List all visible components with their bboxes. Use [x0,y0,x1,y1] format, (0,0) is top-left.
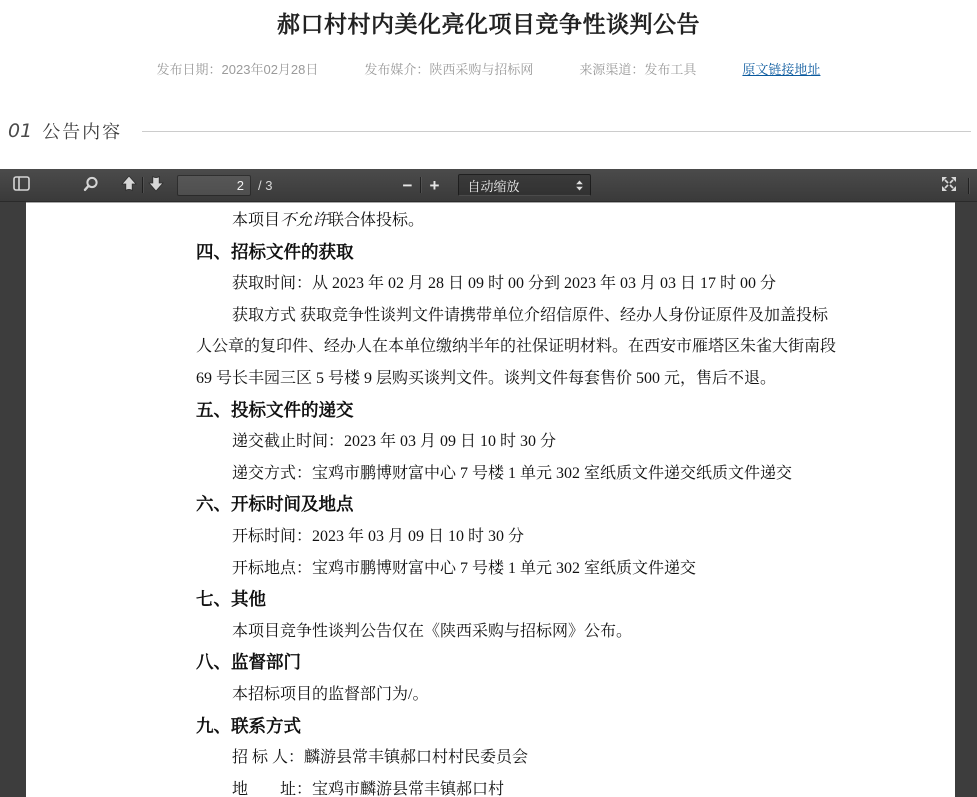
publish-date: 发布日期：2023年02月28日 [156,62,319,77]
zoom-out-button[interactable] [394,173,420,198]
doc-text-line: 地 址：宝鸡市麟游县常丰镇郝口村 [232,780,505,797]
section-title: 公告内容 [42,122,123,142]
doc-text-line: 69 号长丰园三区 5 号楼 9 层购买谈判文件。谈判文件每套售价 500 元，售后不退。 [196,369,777,387]
meta-row [0,59,977,78]
pdf-page[interactable] [26,202,955,797]
publish-media: 发布媒介：陕西采购与招标网 [364,62,534,77]
pdf-toolbar [0,169,977,202]
section-divider [142,131,971,132]
page-down-icon [147,175,165,195]
source-channel: 来源渠道：发布工具 [579,62,697,77]
doc-heading-line: 九、联系方式 [196,715,301,736]
sidebar-toggle-button[interactable] [8,173,34,198]
doc-text-line: 本招标项目的监督部门为/。 [232,685,429,703]
doc-text-line: 本项目竞争性谈判公告仅在《陕西采购与招标网》公布。 [232,622,633,640]
doc-text-line: 本项目不允许联合体投标。 [232,212,425,229]
previous-page-button[interactable] [116,173,142,198]
doc-heading-line: 六、开标时间及地点 [196,494,354,515]
zoom-in-icon: + [429,175,440,195]
pdf-viewer [0,169,977,797]
zoom-in-button[interactable] [421,173,447,198]
next-page-button[interactable] [143,173,169,198]
doc-heading-line: 四、招标文件的获取 [196,241,354,262]
doc-text-line: 递交截止时间：2023 年 03 月 09 日 10 时 30 分 [232,433,557,451]
zoom-mode-value: 自动缩放 [467,178,520,194]
search-icon [83,176,99,195]
sidebar-toggle-icon [13,176,30,194]
page-total: / 3 [258,177,273,193]
select-arrows-icon [575,179,584,192]
zoom-out-icon: − [402,175,413,195]
zoom-mode-select[interactable] [458,174,591,196]
fullscreen-icon [941,176,957,195]
section-header [8,118,971,144]
pdf-document-text [26,203,955,797]
toolbar-separator [968,178,969,194]
doc-text-line: 开标时间：2023 年 03 月 09 日 10 时 30 分 [232,527,525,545]
doc-heading-line: 八、监督部门 [196,652,301,673]
doc-text-line: 获取时间：从 2023 年 02 月 28 日 09 时 00 分到 2023 年 03 月 03 日 17 时 00 分 [232,275,777,293]
doc-heading-line: 七、其他 [196,589,266,610]
doc-text-line: 递交方式：宝鸡市鹏博财富中心 7 号楼 1 单元 302 室纸质文件递交纸质文件递交 [232,464,793,482]
page-number-input[interactable] [177,175,251,196]
page-up-icon [120,175,138,195]
section-number: 01 [8,120,33,142]
doc-text-line: 获取方式 获取竞争性谈判文件请携带单位介绍信原件、经办人身份证原件及加盖投标 [232,306,829,324]
doc-text-line: 招 标 人：麟游县常丰镇郝口村村民委员会 [232,749,529,767]
original-link[interactable]: 原文链接地址 [742,62,821,77]
doc-heading-line: 五、投标文件的递交 [196,399,354,420]
page-title: 郝口村村内美化亮化项目竞争性谈判公告 [277,11,700,37]
presentation-mode-button[interactable] [936,173,962,198]
search-button[interactable] [78,173,104,198]
doc-text-line: 开标地点：宝鸡市鹏博财富中心 7 号楼 1 单元 302 室纸质文件递交 [232,559,697,577]
doc-text-line: 人公章的复印件、经办人在本单位缴纳半年的社保证明材料。在西安市雁塔区朱雀大街南段 [196,338,837,356]
